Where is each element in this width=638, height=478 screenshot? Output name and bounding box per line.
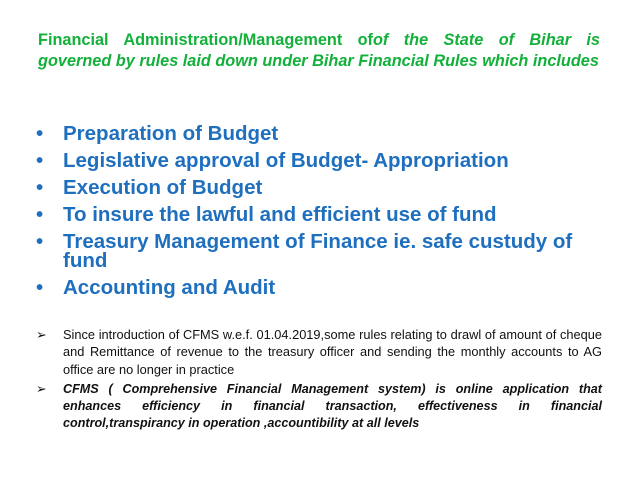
bullet-item [34,176,609,199]
bullet-item [34,122,609,145]
note-text: Since introduction of CFMS w.e.f. 01.04.2019,some rules relating to drawl of amount of cheque and Remittance of revenue to the treasury officer and sending the monthly accounts to AG office are no longer in practice [63,327,602,377]
bullet-text: Legislative approval of Budget- Appropriation [63,149,509,172]
bullet-icon: • [36,122,44,145]
note-item-cfms-introduction [36,326,602,378]
bullet-icon: • [36,275,44,299]
bullet-item [34,230,609,272]
note-item-cfms-definition [36,381,602,433]
bullet-text: Treasury Management of Finance ie. safe custudy of fund [63,230,573,272]
bullet-item [34,149,609,172]
notes-list [36,326,602,436]
bullet-list [34,122,609,306]
arrow-bullet-icon: ➢ [36,381,47,396]
intro-paragraph [38,30,600,72]
bullet-icon: • [36,230,44,253]
bullet-item [34,275,609,299]
bullet-icon: • [36,149,44,172]
arrow-bullet-icon: ➢ [36,327,47,342]
bullet-item [34,203,609,226]
bullet-text: Execution of Budget [63,176,263,199]
note-text: CFMS ( Comprehensive Financial Management system) is online application that enhances efficiency in financial transaction, effectiveness in financial control,transpirancy in operation ,accountibility at all levels [63,381,602,431]
bullet-icon: • [36,203,44,226]
bullet-icon: • [36,176,44,199]
bullet-text: To insure the lawful and efficient use of fund [63,203,497,226]
bullet-text: Preparation of Budget [63,122,279,145]
bullet-text: Accounting and Audit [63,275,276,299]
intro-text-italic: of the State of Bihar is governed by rules laid down under Bihar Financial Rules which includes [38,31,600,70]
intro-text-upright: Financial Administration/Management of [38,31,373,49]
